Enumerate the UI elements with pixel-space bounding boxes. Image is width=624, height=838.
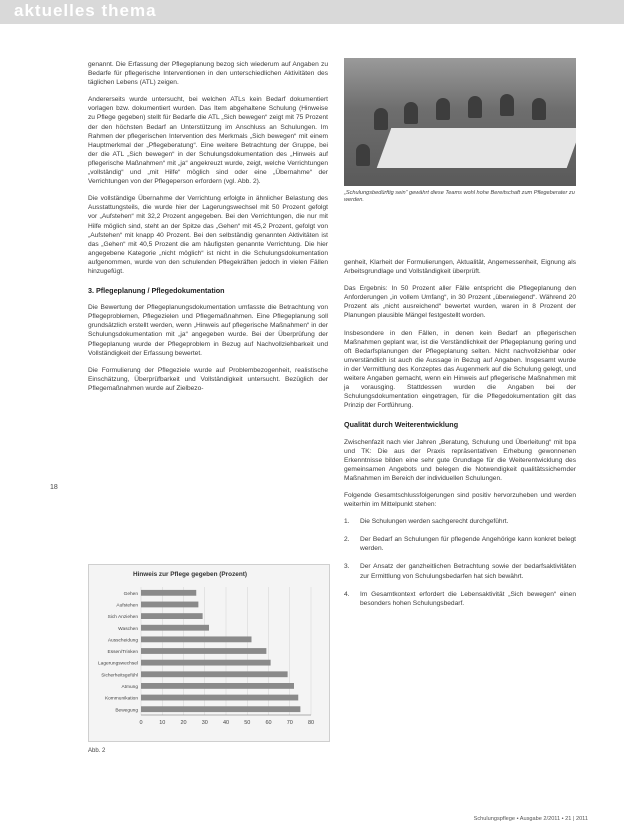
photo-person <box>374 108 388 130</box>
category-label: Gehen <box>123 591 138 597</box>
photo-person <box>404 102 418 124</box>
category-label: Kommunikation <box>104 696 138 702</box>
page-number: 18 <box>50 484 58 491</box>
category-label: Bewegung <box>115 708 138 714</box>
chart-caption: Abb. 2 <box>88 748 106 754</box>
photo-person <box>356 144 370 166</box>
bar <box>141 613 203 619</box>
bar-chart <box>88 564 330 742</box>
paragraph: Folgende Gesamtschlussfolgerungen sind positiv hervorzuheben und werden weiterhin im Mittelpunkt stehen: <box>344 491 576 509</box>
photo-person <box>500 94 514 116</box>
bar <box>141 625 209 631</box>
list-item: 4. Im Gesamtkontext erfordert die Lebensaktivität „Sich bewegen“ einen besonders hohen Schulungsbedarf. <box>344 590 576 607</box>
x-tick-label: 20 <box>180 720 187 726</box>
x-tick-label: 70 <box>286 720 293 726</box>
x-tick-label: 80 <box>307 720 315 726</box>
x-tick-label: 40 <box>222 720 230 726</box>
chart-svg <box>89 565 329 741</box>
category-label: Waschen <box>118 626 138 632</box>
photo-person <box>468 96 482 118</box>
paragraph: Das Ergebnis: In 50 Prozent aller Fälle entspricht die Pflegeplanung den Anforderungen „in vollem Umfang“, in 30 Prozent „überwiegend“. Während 20 Prozent als „nicht ausreichend“ bewertet wurden, waren in 8 Prozent der Planungen plausible Mängel festgestellt worden. <box>344 285 576 320</box>
bar <box>141 683 294 689</box>
category-label: Sicherheitsgefühl <box>101 673 138 679</box>
photo-caption: „Schulungsbedürftig sein“ gewährt diese Teams wohl hohe Bereitschaft zum Pflegeberater zu werden. <box>344 190 575 204</box>
x-tick-label: 30 <box>201 720 208 726</box>
photo-person <box>436 98 450 120</box>
photo-person <box>532 98 546 120</box>
conclusion-list <box>344 517 576 608</box>
paragraph: Insbesondere in den Fällen, in denen kein Bedarf an pflegerischen Maßnahmen geplant war, ist die Verständlichkeit der Pflegeplanung gering und oft Bedarfsplanungen der Pflegeplanung selten. Nicht nachvollziehbar oder unverständlich ist auch die Aussage in Bezug auf Angaben. Insgesamt wurde in der Vermittlung des Konzeptes das Augenmerk auf die Schulung gelegt, und weitere Angaben gemacht, wenn ein Hinweis auf pflegerische Maßnahmen mit ja vorausging. Stattdessen wurden die Angaben bei der Schulungsdokumentation eingetragen, für die Pflegedokumentation gilt das Prinzip der Fortführung. <box>344 329 576 410</box>
left-column <box>88 60 328 401</box>
paragraph: Zwischenfazit nach vier Jahren „Beratung, Schulung und Überleitung“ mit bpa und TK: Die aus der Praxis repräsentativen Erhebung gewonnenen Erkenntnisse bilden eine sehr gute Grundlage für die Weiterentwicklung des gemeinsamen Angebots und belegen die Notwendigkeit qualitätssichernder Maßnahmen im Bereich der individuellen Schulungen. <box>344 438 576 482</box>
paragraph: Die Formulierung der Pflegeziele wurde auf Problembezogenheit, realistische Einschätzung, Überprüfbarkeit und Vollständigkeit untersucht. Bezüglich der Pflegemaßnahmen wurde auf Zielbezo- <box>88 366 328 392</box>
bar <box>141 671 288 677</box>
x-tick-label: 50 <box>244 720 251 726</box>
paragraph: Die Bewertung der Pflegeplanungsdokumentation umfasste die Betrachtung von Pflegeproblemen, Pflegezielen und Pflegemaßnahmen. Eine Pflegeplanung soll grundsätzlich erstellt werden, wenn „Hinweis auf pflegerische Maßnahmen“ in der Schulungsdokumentation mit „ja“ angegeben wurde. Bei der Überprüfung der Pflegeplanung wurde der Pflegeproblem in Bezug auf Nachvollziehbarkeit und Vollständigkeit der Erfassung bewertet. <box>88 304 328 357</box>
paragraph: Andererseits wurde untersucht, bei welchen ATLs kein Bedarf dokumentiert vorlagen bzw. dokumentiert wurden. Das Item abgehaltene Schulung (Hinweise zu Pflege gegeben) stellt für Bedarfe die ATL „Sich bewegen“ zeigt mit 75 Prozent der den höchsten Bedarf an Unterstützung im Anschluss an Schulungen. Im Rahmen der pflegerischen Intervention des Merkmals „Sich bewegen“ mit einem Hauptmerkmal der „Pflegeberatung“. Eine weitere Betrachtung der Gruppe, bei der die ATL „Sich bewegen“ in der Schulungsdokumentation des „Hinweis auf pflegerische Maßnahmen“ mit „ja“ angekreuzt wurde, zeigt, welche Verrichtungen „vollständig“ und „mit Hilfe“ möglich sind oder eine „Übernahme“ der Verrichtungen von der Pflegeperson erfordern (vgl. Abb. 2). <box>88 96 328 186</box>
bar <box>141 706 300 712</box>
category-label: Atmung <box>121 685 138 691</box>
meeting-photo <box>344 58 576 186</box>
right-column <box>344 258 576 617</box>
bar <box>141 590 196 596</box>
bar <box>141 660 271 666</box>
category-label: Lagerungswechsel <box>97 661 138 667</box>
x-tick-label: 0 <box>139 720 143 726</box>
list-item: 2. Der Bedarf an Schulungen für pflegende Angehörige kann konkret belegt werden. <box>344 536 576 553</box>
bar <box>141 602 198 608</box>
section-heading: 3. Pflegeplanung / Pflegedokumentation <box>88 286 225 296</box>
paragraph: genannt. Die Erfassung der Pflegeplanung bezog sich wiederum auf Angaben zu Bedarfe für pflegerische Interventionen in den unterschiedlichen Aktivitäten des täglichen Lebens (ATL) zeigen. <box>88 61 328 87</box>
chart-title: Hinweis zur Pflege gegeben (Prozent) <box>133 571 247 578</box>
category-label: Sich Anziehen <box>107 615 138 621</box>
bar <box>141 695 298 701</box>
paragraph: Die vollständige Übernahme der Verrichtung erfolgte in ähnlicher Belastung des Ausstattungsteils, die wurde hier der Lagerungswechsel mit 50 Prozent gefolgt vor „Aufstehen“ mit 32,2 Prozent angegeben. Bei den Verrichtungen, die nur mit Hilfe möglich sind, steht an der Spitze das „Gehen“ mit 45,2 Prozent, gefolgt von „Aufstehen“ mit knapp 40 Prozent. Bei den selbständig genannten Aktivitäten ist das „Gehen“ mit 40,5 Prozent die am häufigsten genannte Verrichtung. Die hier angegebene Kategorie „nicht möglich“ ist nicht in die Schulungsdokumentation aufgenommen, wurde von den schulenden Pflegekräften jedoch in vielen Fällen hinzugefügt. <box>88 195 328 275</box>
page-footer: Schulungspflege • Ausgabe 2/2011 • 21 | 2011 <box>473 816 588 822</box>
section-header-title: aktuelles thema <box>14 1 157 20</box>
section-heading: Qualität durch Weiterentwicklung <box>344 420 459 430</box>
category-label: Aufstehen <box>116 603 138 609</box>
list-item: 1. Die Schulungen werden sachgerecht durchgeführt. <box>344 518 509 526</box>
x-tick-label: 60 <box>265 720 272 726</box>
category-label: Ausscheidung <box>107 638 138 644</box>
photo-table <box>377 128 576 168</box>
category-label: Essen/Trinken <box>107 650 138 656</box>
list-item: 3. Der Ansatz der ganzheitlichen Betrachtung sowie der bedarfsaktivitäten zur Ermittlung von Schulungsbedarfen hat sich bewährt. <box>344 563 576 580</box>
paragraph: genheit, Klarheit der Formulierungen, Aktualität, Angemessenheit, Eignung als Arbeitsgrundlage und Vollständigkeit überprüft. <box>344 259 576 276</box>
bar <box>141 636 252 642</box>
x-tick-label: 10 <box>159 720 166 726</box>
bar <box>141 648 266 654</box>
